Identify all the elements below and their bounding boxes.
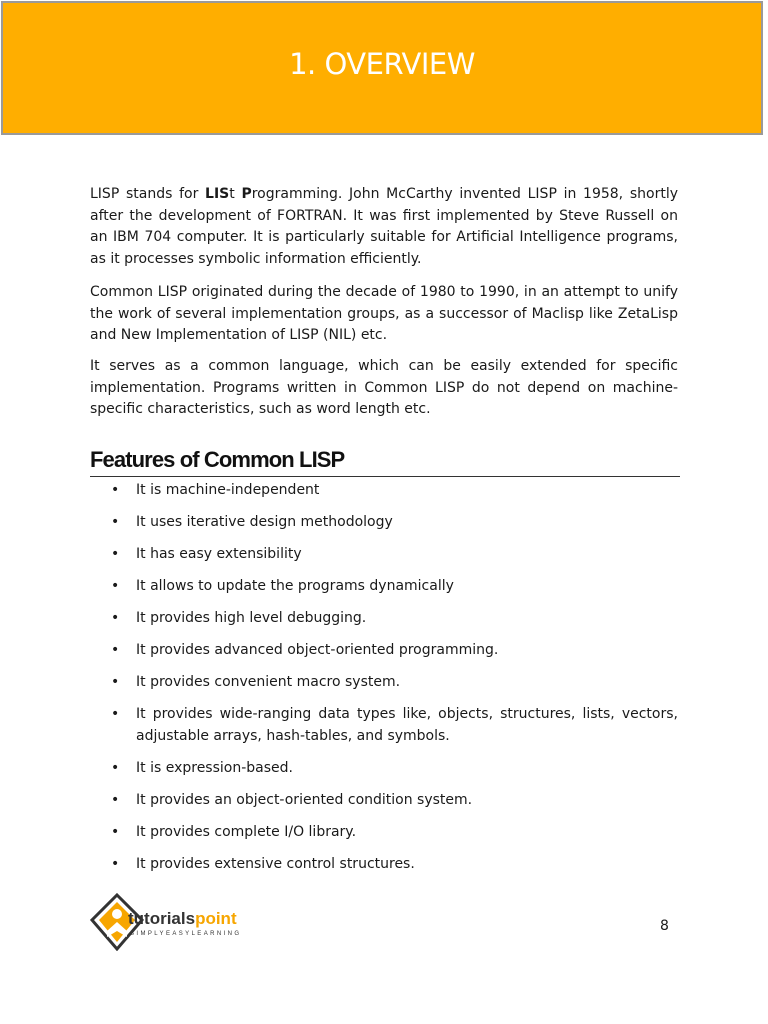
intro-paragraph [90,184,678,270]
bullet-icon: • [111,855,120,872]
bullet-icon: • [111,482,120,498]
feature-item [90,576,678,598]
intro-text-1: LISP stands for [90,186,206,202]
feature-item [90,854,678,876]
feature-text: It provides high level debugging. [136,610,367,626]
feature-text: It is expression-based. [136,759,293,776]
feature-text: It provides complete I/O library. [136,823,357,840]
feature-text: It provides extensive control structures. [136,855,415,872]
feature-text: It is machine-independent [136,482,320,498]
bullet-icon: • [111,791,120,808]
history-paragraph [90,282,678,347]
feature-item [90,822,678,844]
bullet-icon: • [111,546,120,562]
logo-tagline: SIMPLYEASYLEARNING [130,931,242,937]
page-number: 8 [660,918,669,934]
svg-text:tutorialspoint [128,909,237,928]
intro-text-2: t [229,186,242,202]
feature-item [90,512,678,534]
bullet-icon: • [111,674,120,690]
logo-text-accent: point [195,909,237,928]
history-text: Common LISP originated during the decade of 1980 to 1990, in an attempt to unify the work of several implementation groups, as a successor of Maclisp like ZetaLisp and New Implementation of LISP (NIL) etc. [90,284,678,344]
feature-item [90,608,678,630]
feature-text: It provides advanced object-oriented programming. [136,642,499,658]
bullet-icon: • [111,514,120,530]
intro-bold-lis: LIS [205,186,230,202]
bullet-icon: • [111,642,120,658]
logo-text-main: tutorials [128,909,196,928]
feature-text: It uses iterative design methodology [136,514,393,530]
chapter-banner [1,1,763,135]
feature-text: It provides wide-ranging data types like, objects, structures, lists, vectors, adjustable arrays, hash-tables, and symbols. [136,706,678,744]
intro-bold-p: P [241,186,252,202]
feature-text: It allows to update the programs dynamically [136,578,454,594]
bullet-icon: • [111,578,120,594]
feature-item [90,640,678,662]
bullet-icon: • [111,706,120,722]
intro-text-3: rogramming. John McCarthy invented LISP in 1958, shortly after the development of FORTRAN. It was first implemented by Steve Russell on an IBM 704 computer. It is particularly suitable for Artificial Intelligence programs, as it processes symbolic information efficiently. [90,186,678,267]
feature-text: It has easy extensibility [136,546,302,562]
chapter-title: 1. OVERVIEW [289,47,475,81]
feature-item [90,544,678,566]
usage-paragraph [90,356,678,421]
feature-text: It provides an object-oriented condition system. [136,791,473,808]
bullet-icon: • [111,610,120,626]
feature-text: It provides convenient macro system. [136,674,401,690]
tutorialspoint-logo [90,893,280,951]
feature-item [90,790,678,812]
feature-item [90,704,678,747]
features-heading: Features of Common LISP [90,446,680,477]
feature-item [90,672,678,694]
feature-item [90,758,678,780]
bullet-icon: • [111,759,120,776]
features-list [90,480,678,886]
usage-text: It serves as a common language, which can be easily extended for specific implementation. Programs written in Common LISP do not depend on machine-specific characteristics, such as word length etc. [90,358,678,418]
feature-item [90,480,678,502]
bullet-icon: • [111,823,120,840]
